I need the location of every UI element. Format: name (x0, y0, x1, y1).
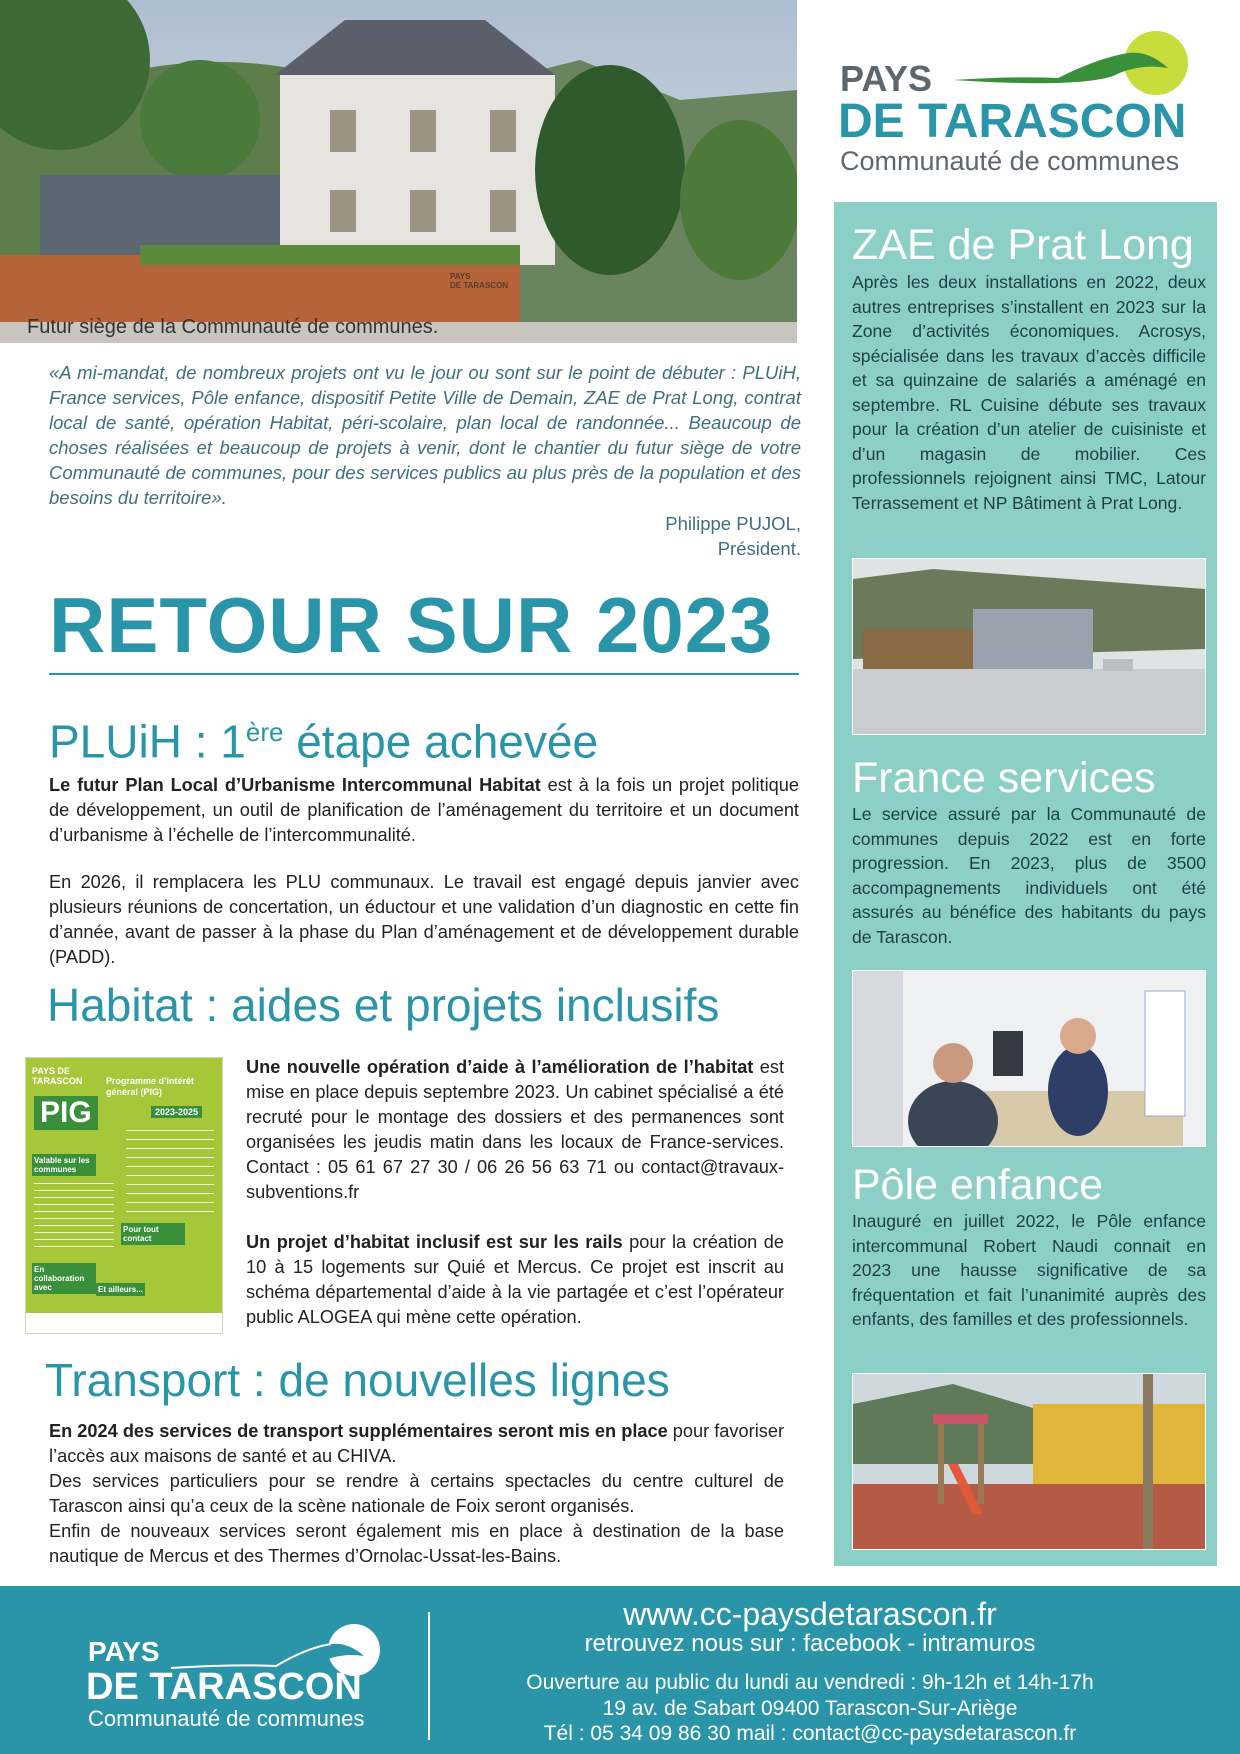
logo-line3: Communauté de communes (840, 146, 1180, 176)
pluih-paragraph-1 (49, 773, 799, 848)
pluih-title-sup: ère (245, 717, 284, 747)
quote-role: Président. (717, 538, 801, 559)
zae-photo (852, 558, 1206, 735)
footer-logo-line3: Communauté de communes (88, 1706, 365, 1731)
flyer-pig: PIG (34, 1096, 98, 1130)
zae-illustration (853, 559, 1205, 734)
zae-text: Après les deux installations en 2022, deux autres entreprises s’installent en 2023 sur la Zone d’activités économiques. Acrosys, spécialisée dans les travaux d’accès difficile et sa quinzaine de salariés a aménagé en septembre. RL Cuisine débute ses travaux pour la création d’un atelier de cuisiniste et d’un magasin de mobilier. Ces professionnels rejoignent ainsi TMC, Latour Terrassement et NP Bâtiment à Prat Long. (852, 272, 1206, 513)
flyer-partners-strip (26, 1313, 222, 1333)
pluih-title (49, 705, 598, 768)
footer-hours: Ouverture au public du lundi au vendredi : 9h-12h et 14h-17h (526, 1671, 1094, 1694)
pluih-title-a: PLUiH : 1 (49, 715, 246, 768)
habitat-p1-bold: Une nouvelle opération d’aide à l’amélioration de l’habitat (246, 1057, 754, 1077)
footer-logo-line2: DE TARASCON (86, 1666, 362, 1708)
footer-divider (428, 1612, 430, 1740)
footer-website-link[interactable]: www.cc-paysdetarascon.fr (623, 1596, 997, 1632)
zae-title: ZAE de Prat Long (852, 221, 1194, 269)
pluih-p1-bold: Le futur Plan Local d’Urbanisme Intercommunal Habitat (49, 775, 541, 795)
transport-paragraph-2: Des services particuliers pour se rendre à certains spectacles du centre culturel de Tarascon ainsi qu’a ceux de la scène nationale de Foix seront organisés. (49, 1471, 784, 1516)
flyer-ailleurs: Et ailleurs... (98, 1285, 143, 1294)
flyer-logo: PAYS DE TARASCON (32, 1066, 83, 1086)
flyer-info-lines (126, 1130, 214, 1220)
france-services-text: Le service assuré par la Communauté de communes depuis 2022 est en forte progression. En 2023, plus de 3500 accompagnements individuels ont été assurés au bénéfice des habitants du pays de Tarascon. (852, 804, 1206, 947)
habitat-title: Habitat : aides et projets inclusifs (47, 979, 720, 1031)
transport-title: Transport : de nouvelles lignes (45, 1354, 670, 1406)
habitat-p1-rest: est mise en place depuis septembre 2023. Un cabinet spécialisé a été recruté pour le montage des dossiers et des permanences sont organisées les jeudis matin dans les locaux de France-services. Contact : 05 61 67 27 30 / 06 26 56 63 71 ou contact@travaux-subventions.fr (246, 1057, 784, 1202)
habitat-paragraph-1 (246, 1055, 784, 1205)
france-services-title: France services (852, 754, 1156, 802)
hero-caption: Futur siège de la Communauté de communes. (27, 316, 439, 338)
footer-contact: Tél : 05 34 09 86 30 mail : contact@cc-paysdetarascon.fr (543, 1722, 1077, 1745)
pole-enfance-text: Inauguré en juillet 2022, le Pôle enfance intercommunal Robert Naudi connait en 2023 une hausse significative de sa fréquentation et fait l’unanimité auprès des enfants, des familles et des professionnels. (852, 1211, 1206, 1329)
quote-author: Philippe PUJOL, (665, 513, 801, 534)
hero-illustration (0, 0, 797, 343)
flyer-valable: Valable sur les communes (32, 1154, 96, 1176)
pluih-p1-rest: est à la fois un projet politique de développement, un outil de planification de l’aménagement du territoire et un document d’urbanisme à l’échelle de l’intercommunalité. (49, 775, 799, 845)
pluih-title-b: étape achevée (283, 715, 599, 768)
logo-line1: PAYS (840, 58, 933, 99)
flyer-list-lines (34, 1183, 114, 1253)
hero-sign: PAYS DE TARASCON (450, 272, 509, 290)
habitat-p2-bold: Un projet d’habitat inclusif est sur les rails (246, 1232, 623, 1252)
footer-address: 19 av. de Sabart 09400 Tarascon-Sur-Ariège (602, 1697, 1018, 1720)
habitat-p2-rest: pour la création de 10 à 15 logements sur Quié et Mercus. Ce projet est inscrit au schéma départemental d’aide à la vie partagée et c’est l’opérateur public ALOGEA qui mène cette opération. (246, 1232, 784, 1327)
hero-photo (0, 0, 797, 343)
transport-p1-bold: En 2024 des services de transport supplémentaires seront mis en place (49, 1421, 668, 1441)
main-title: RETOUR SUR 2023 (49, 581, 774, 669)
footer-logo (86, 1608, 386, 1738)
logo-line2: DE TARASCON (838, 95, 1187, 148)
footer-social: retrouvez nous sur : facebook - intramuros (584, 1630, 1036, 1657)
france-services-illustration (853, 971, 1205, 1146)
pole-enfance-title: Pôle enfance (852, 1161, 1104, 1209)
title-divider (49, 673, 799, 675)
quote-signature (665, 511, 801, 561)
footer-logo-line1: PAYS (88, 1636, 160, 1667)
flyer-years: 2023-2025 (151, 1106, 202, 1118)
transport-p1-rest: pour favoriser l’accès aux maisons de santé et au CHIVA. (49, 1421, 784, 1466)
habitat-paragraph-2 (246, 1230, 784, 1330)
pole-enfance-illustration (853, 1374, 1205, 1549)
transport-paragraph-1 (49, 1419, 784, 1469)
pluih-paragraph-2: En 2026, il remplacera les PLU communaux. Le travail est engagé depuis janvier avec plusieurs réunions de concertation, un éductour et une validation d’un diagnostic en cette fin d’année, avant de passer à la phase du Plan d’aménagement et de développement durable (PADD). (49, 872, 799, 967)
flyer-contact: Pour tout contact (121, 1223, 185, 1245)
transport-paragraph-3: Enfin de nouveaux services seront également mis en place à destination de la base nautique de Mercus et des Thermes d’Ornolac-Ussat-les-Bains. (49, 1521, 784, 1566)
flyer-program-title: Programme d’intérêt général (PIG) (106, 1076, 195, 1097)
pole-enfance-photo (852, 1373, 1206, 1550)
president-quote: «A mi-mandat, de nombreux projets ont vu le jour ou sont sur le point de débuter : PLUiH, France services, Pôle enfance, dispositif Petite Ville de Demain, ZAE de Prat Long, contrat local de santé, opération Habitat, péri-scolaire, plan local de randonnée... Beaucoup de choses réalisées et beaucoup de projets à venir, dont le chantier du futur siège de votre Communauté de communes, pour des services publics au plus près de la population et des besoins du territoire». (49, 362, 801, 508)
pig-flyer (25, 1057, 223, 1334)
france-services-photo (852, 970, 1206, 1147)
logo (838, 18, 1198, 178)
flyer-collab: En collaboration avec (32, 1263, 96, 1294)
